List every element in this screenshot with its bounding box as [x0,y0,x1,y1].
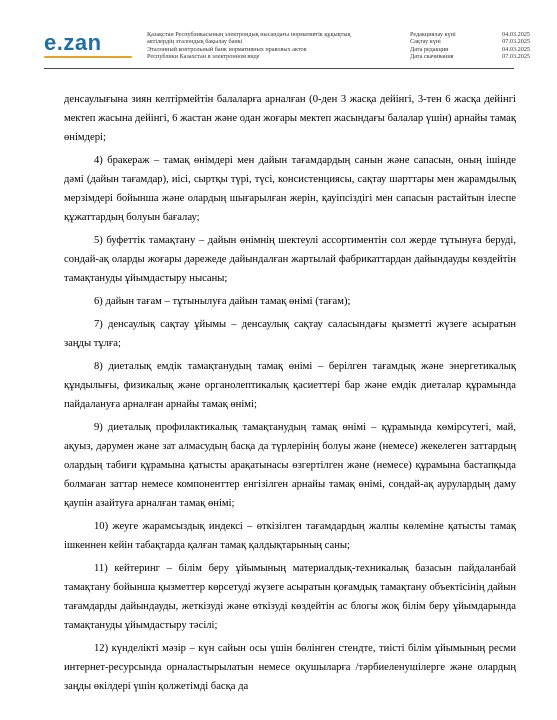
paragraph: 8) диеталық емдік тамақтанудың тамақ өнімі – берілген тағамдық және энергетикалық құндылығы, физикалық және органолептикалық қасиеттері бар және емдік диеталар құрамында пайдалануға арналған арнайы тамақ өнімі; [64,361,516,410]
document-body [64,90,516,700]
header-dates [410,31,530,61]
meta-row [410,53,530,60]
header-title-line: Қазақстан Республикасының электрондық нысандағы нормативтік құқықтық [147,31,351,38]
paragraph: 10) жеуге жарамсыздық индексі – өткізілген тағамдардың жалпы көлеміне қатысты тамақ ішкеннен кейін табақтарда қалған тамақ қалдықтарының саны; [64,521,516,551]
meta-row [410,46,530,53]
meta-value: 04.03.2025 [502,45,530,53]
meta-row [410,31,530,38]
ezan-logo: e.zan [44,30,102,55]
meta-label: Дата скачивания [410,53,454,61]
header-title [147,31,397,61]
meta-value: 07.03.2025 [502,38,530,46]
logo-underline [44,56,132,58]
paragraph: 6) дайын тағам – тұтынылуға дайын тамақ өнімі (тағам); [94,296,351,307]
paragraph: 4) бракераж – тамақ өнімдері мен дайын тағамдардың санын және сапасын, оның ішінде дәмі (дайын тағамдар), иісі, сыртқы түрі, түсі, консистенциясы, сақтау шарттары мен жарамдылық мерзімдері бойынша және олардың шығарылған жерін, қауіпсіздігі мен сапасын растайтын ілеспе құжаттардың болуын бағалау; [64,155,516,223]
document-header [0,0,557,84]
meta-label: Редакциялау күні [410,31,456,38]
paragraph: денсаулығына зиян келтірмейтін балаларға арналған (0-ден 3 жасқа дейінгі, 3-тен 6 жасқа дейінгі мектеп жасына дейінгі, 6 жастан және одан жоғары мектеп жасындағы балалар үшін) арнайы тамақ өнімдері; [64,94,516,143]
paragraph: 12) күнделікті мәзір – күн сайын осы үшін бөлінген стендте, тиісті білім ұйымының ресми интернет-ресурсында орналастырылатын немесе оқушыларға /тәрбиеленушілерге және олардың заңды өкілдері үшін қолжетімді басқа да [64,643,516,692]
meta-label: Дата редакции [410,45,449,53]
paragraph: 9) диеталық профилактикалық тамақтанудың тамақ өнімі – құрамында көмірсутегі, май, ақуыз, дәрумен және зат алмасудың басқа да түрлерінің болуы және (немесе) жекелеген заттардың олардың табиғи құрамына қатысты арақатынасы өзгертілген және (немесе) құрамына бастапқыда болмаған заттар немесе компоненттер енгізілген арнайы тамақ өнімі, сондай-ақ аурулардың даму қаупін азайтуға арналған тамақ өнімі; [64,422,516,509]
header-title-line: актілердің эталондық бақылау банкі [147,38,243,46]
meta-label: Сақтау күні [410,38,441,46]
paragraph: 5) буфеттік тамақтану – дайын өнімнің шектеулі ассортиментін сол жерде тұтынуға беруді, сондай-ақ оларды жоғары дәрежеде дайындалған жартылай фабрикаттардан дайындауды көздейтін тамақтануды ұйымдастыру нысаны; [64,235,516,284]
meta-value: 04.03.2025 [502,31,530,38]
header-title-line: Республики Казахстан в электронном виде [147,53,260,61]
meta-value: 07.03.2025 [502,53,530,61]
paragraph: 7) денсаулық сақтау ұйымы – денсаулық сақтау саласындағы қызметті жүзеге асыратын заңды тұлға; [64,319,516,349]
paragraph: 11) кейтеринг – білім беру ұйымының материалдық-техникалық базасын пайдаланбай тамақтану бойынша қызметтер көрсетуді жүзеге асыратын қоғамдық тамақтану объектісінің дайын тағамдарды дайындауды, жеткізуді және өткізуді көздейтін ас блогы жоқ білім беру ұйымдарында тамақтануды ұйымдастыру тәсілі; [64,563,516,631]
meta-row [410,38,530,45]
header-title-line: Эталонный контрольный банк нормативных правовых актов [147,45,307,53]
header-divider [44,68,514,69]
